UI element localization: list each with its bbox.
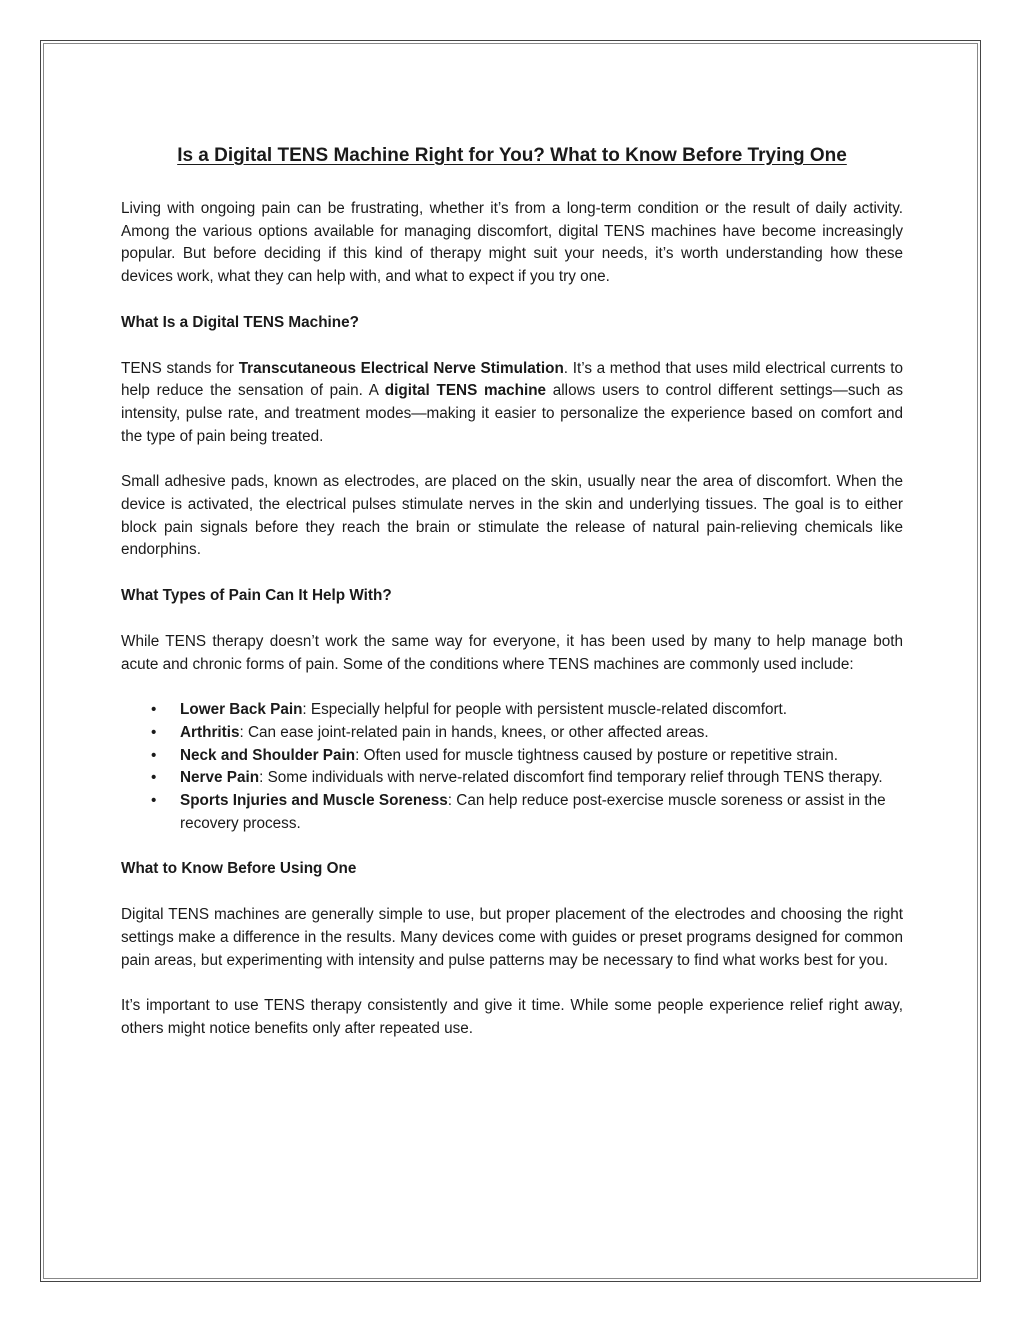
document-title: Is a Digital TENS Machine Right for You? What to Know Before Trying One — [177, 145, 847, 166]
list-item-term: Nerve Pain — [180, 769, 260, 787]
text-span: allows users to control different settings—such as intensity, pulse rate, and treatment modes—making it easier to personalize the experience based on comfort and the type of pain being treated. — [121, 382, 903, 445]
text-span: TENS stands for — [121, 359, 239, 377]
list-item-term: Arthritis — [180, 723, 240, 741]
bullet-icon: • — [151, 701, 157, 719]
list-item — [151, 790, 903, 835]
text-span: . It’s a method that uses mild electrical currents to help reduce the sensation of pain. A — [121, 359, 903, 400]
list-item-desc: : Often used for muscle tightness caused by posture or repetitive strain. — [355, 746, 839, 764]
section-heading-pain-types: What Types of Pain Can It Help With? — [121, 587, 392, 605]
list-item-term: Sports Injuries and Muscle Soreness — [180, 792, 448, 810]
document-body — [121, 142, 903, 1064]
list-item — [151, 722, 903, 745]
list-item-desc: : Can help reduce post-exercise muscle soreness or assist in the recovery process. — [180, 792, 886, 832]
list-item-desc: : Some individuals with nerve-related discomfort find temporary relief through TENS therapy. — [259, 769, 883, 787]
tens-definition-paragraph — [121, 358, 903, 449]
list-item — [151, 745, 903, 768]
list-item — [151, 699, 903, 722]
usage-paragraph: Digital TENS machines are generally simple to use, but proper placement of the electrodes and choosing the right settings make a difference in the results. Many devices come with guides or preset programs designed for common pain areas, but experimenting with intensity and pulse patterns may be necessary to find what works best for you. — [121, 906, 903, 969]
list-item-term: Lower Back Pain — [180, 701, 303, 719]
section-heading-before-using: What to Know Before Using One — [121, 860, 357, 878]
list-item-term: Neck and Shoulder Pain — [180, 746, 356, 764]
bold-term: Transcutaneous Electrical Nerve Stimulation — [238, 359, 564, 377]
bullet-icon: • — [151, 746, 157, 764]
consistency-paragraph: It’s important to use TENS therapy consistently and give it time. While some people experience relief right away, others might notice benefits only after repeated use. — [121, 997, 903, 1037]
section-heading-what-is: What Is a Digital TENS Machine? — [121, 313, 359, 331]
list-item — [151, 767, 903, 790]
list-item-desc: : Especially helpful for people with persistent muscle-related discomfort. — [302, 701, 788, 719]
pain-types-paragraph: While TENS therapy doesn’t work the same way for everyone, it has been used by many to help manage both acute and chronic forms of pain. Some of the conditions where TENS machines are commonly used include: — [121, 632, 903, 673]
bold-term: digital TENS machine — [384, 382, 547, 400]
conditions-list — [121, 699, 903, 835]
intro-paragraph: Living with ongoing pain can be frustrating, whether it’s from a long-term condition or the result of daily activity. Among the various options available for managing discomfort, digital TENS machines have become increasingly popular. But before deciding if this kind of therapy might suit your needs, it’s worth understanding how these devices work, what they can help with, and what to expect if you try one. — [121, 200, 903, 286]
list-item-desc: : Can ease joint-related pain in hands, knees, or other affected areas. — [239, 723, 709, 741]
electrodes-paragraph: Small adhesive pads, known as electrodes, are placed on the skin, usually near the area of discomfort. When the device is activated, the electrical pulses stimulate nerves in the skin and underlying tissues. The goal is to either block pain signals before they reach the brain or stimulate the release of natural pain-relieving chemicals like endorphins. — [121, 473, 903, 559]
bullet-icon: • — [151, 792, 157, 810]
bullet-icon: • — [151, 769, 157, 787]
bullet-icon: • — [151, 723, 157, 741]
